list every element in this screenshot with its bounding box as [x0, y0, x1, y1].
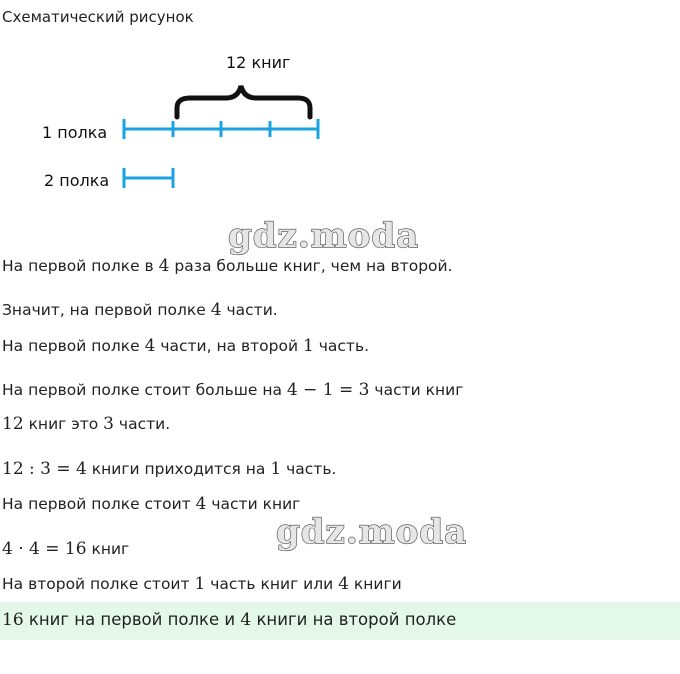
- answer-line: 16 книг на первой полке и 4 книги на второй полке: [2, 610, 457, 630]
- solution-line-9: На второй полке стоит 1 часть книг или 4 книги: [2, 574, 402, 594]
- brace-label: 12 книг: [226, 53, 291, 72]
- shelf2-label: 2 полка: [44, 171, 110, 190]
- watermark-bottom: gdz.moda: [276, 512, 468, 552]
- solution-line-4: На первой полке стоит больше на 4 − 1 = 3 части книг: [2, 380, 464, 400]
- curly-brace-icon: [177, 86, 310, 117]
- solution-line-5: 12 книг это 3 части.: [2, 414, 171, 434]
- shelf2-segment-line: [123, 168, 174, 188]
- solution-line-6: 12 : 3 = 4 книги приходится на 1 часть.: [2, 459, 337, 479]
- solution-line-8: 4 · 4 = 16 книг: [2, 539, 130, 559]
- schematic-diagram: [0, 40, 400, 200]
- solution-line-3: На первой полке 4 части, на второй 1 часть.: [2, 336, 370, 356]
- solution-line-1: На первой полке в 4 раза больше книг, чем на второй.: [2, 256, 453, 276]
- section-heading: Схематический рисунок: [2, 8, 194, 26]
- shelf1-label: 1 полка: [42, 123, 108, 142]
- solution-line-7: На первой полке стоит 4 части книг: [2, 494, 301, 514]
- solution-line-2: Значит, на первой полке 4 части.: [2, 300, 278, 320]
- shelf1-segment-line: [123, 119, 319, 139]
- watermark-top: gdz.moda: [228, 216, 420, 256]
